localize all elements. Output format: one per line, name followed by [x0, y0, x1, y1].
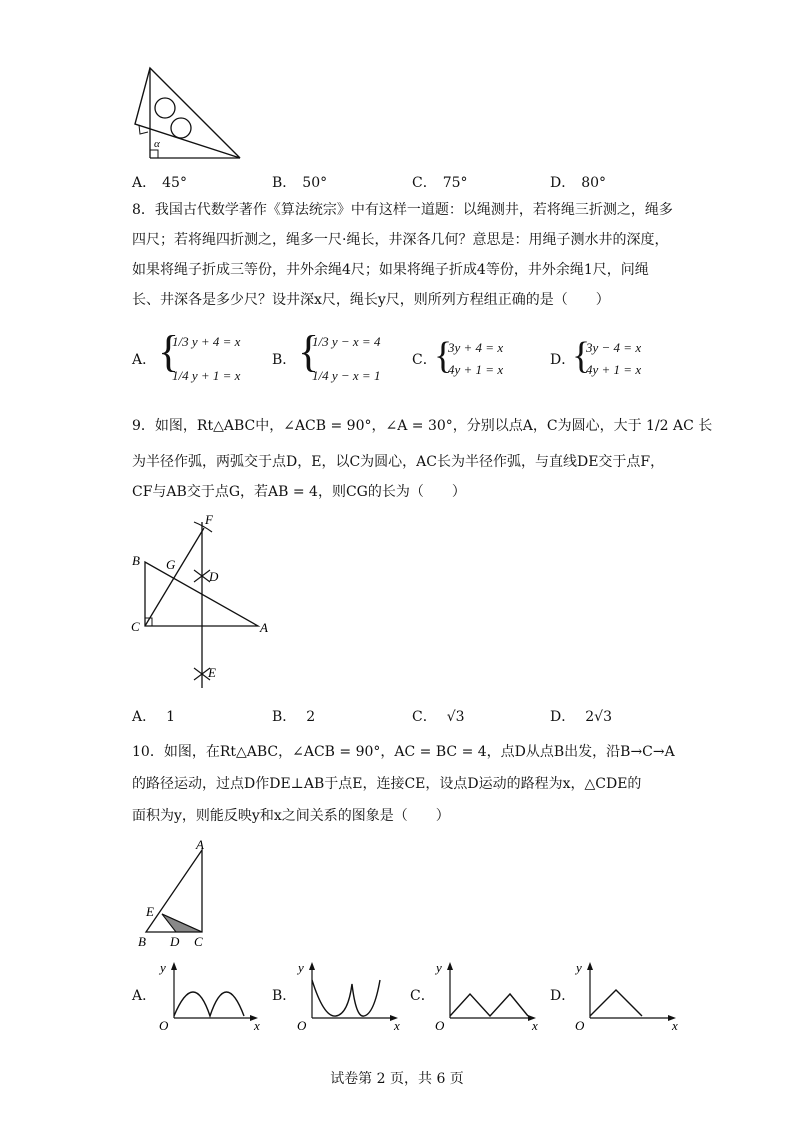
q9-stem-line-2: 为半径作弧，两弧交于点D，E，以C为圆心，AC长为半径作弧，与直线DE交于点F，: [132, 454, 665, 470]
svg-text:x: x: [672, 1018, 678, 1032]
q9-label-b: B: [132, 553, 140, 568]
q10-label-e: E: [146, 904, 154, 919]
q8-d-eq2: 4y + 1 = x: [586, 362, 642, 377]
q10-label-a: A: [196, 837, 204, 852]
q9-option-d[interactable]: D． 2√3: [550, 709, 612, 725]
q8-option-c[interactable]: C． { 3y + 4 = x 4y + 1 = x: [412, 335, 504, 377]
q10-label-c: C: [194, 934, 203, 949]
q9-stem-line-3: CF与AB交于点G，若AB = 4，则CG的长为（ ）: [132, 484, 466, 500]
q8-stem-line-2: 四尺；若将绳四折测之，绳多一尺·绳长，井深各几何？意思是：用绳子测水井的深度，: [132, 232, 669, 248]
q10-option-d[interactable]: D． y O x: [550, 958, 680, 1032]
q9-label-a: A: [260, 620, 268, 635]
q7-option-b[interactable]: B． 50°: [272, 175, 328, 191]
q8-option-a[interactable]: A． { 1/3 y + 4 = x 1/4 y + 1 = x: [132, 327, 241, 383]
q10-label-d: D: [170, 934, 180, 949]
q7-triangle-outer: [135, 68, 240, 158]
svg-text:y: y: [576, 960, 582, 975]
q9-label-c: C: [131, 619, 140, 634]
page-footer: 试卷第 2 页，共 6 页: [330, 1071, 464, 1087]
q9-label-f: F: [205, 512, 213, 527]
q8-a-eq2: 1/4 y + 1 = x: [172, 368, 241, 383]
q8-option-d[interactable]: D． { 3y − 4 = x 4y + 1 = x: [550, 335, 642, 377]
q9-label-e: E: [208, 665, 216, 680]
q9-line-cf: [145, 528, 204, 626]
q10-graph-a: [154, 958, 264, 1032]
q9-option-a[interactable]: A． 1: [132, 709, 176, 725]
q7-figure: [130, 64, 250, 164]
q8-d-eq1: 3y − 4 = x: [586, 340, 642, 355]
q10-graph-b: [294, 958, 404, 1032]
q10-option-b[interactable]: B． y O x: [272, 958, 402, 1032]
svg-text:y: y: [160, 960, 166, 975]
q8-c-eq2: 4y + 1 = x: [448, 362, 504, 377]
q8-b-eq1: 1/3 y − x = 4: [312, 334, 381, 349]
q10-option-c[interactable]: C． y O x: [410, 958, 540, 1032]
q10-stem-line-1: 10．如图，在Rt△ABC，∠ACB = 90°，AC = BC = 4，点D从点B出发，沿B→C→A: [132, 744, 675, 760]
q7-option-a[interactable]: A． 45°: [132, 175, 187, 191]
q8-a-eq1: 1/3 y + 4 = x: [172, 334, 241, 349]
brace-icon: {: [298, 327, 320, 376]
q9-label-g: G: [166, 557, 176, 572]
q9-option-b[interactable]: B． 2: [272, 709, 316, 725]
q9-figure: [128, 510, 278, 694]
brace-icon: {: [572, 335, 591, 377]
q8-stem-line-3: 如果将绳子折成三等份，井外余绳4尺；如果将绳子折成4等份，井外余绳1尺，问绳: [132, 262, 649, 278]
q8-b-eq2: 1/4 y − x = 1: [312, 368, 381, 383]
svg-text:O: O: [575, 1018, 585, 1032]
svg-text:O: O: [159, 1018, 169, 1032]
q7-right-angle-mark-2: [150, 150, 158, 158]
q10-stem-line-3: 面积为y，则能反映y和x之间关系的图象是（ ）: [132, 808, 450, 824]
q8-stem-line-1: 8．我国古代数学著作《算法统宗》中有这样一道题：以绳测井，若将绳三折测之，绳多: [132, 202, 673, 218]
svg-text:x: x: [254, 1018, 260, 1032]
svg-text:y: y: [436, 960, 442, 975]
q7-hole-1: [155, 98, 175, 118]
q8-option-b[interactable]: B． { 1/3 y − x = 4 1/4 y − x = 1: [272, 327, 381, 383]
q10-label-b: B: [138, 934, 146, 949]
q9-label-d: D: [209, 569, 219, 584]
q7-hole-2: [171, 118, 191, 138]
brace-icon: {: [158, 327, 180, 376]
brace-icon: {: [434, 335, 453, 377]
q7-option-c[interactable]: C． 75°: [412, 175, 468, 191]
svg-text:O: O: [435, 1018, 445, 1032]
q7-option-d[interactable]: D． 80°: [550, 175, 607, 191]
q10-option-a[interactable]: A． y O x: [132, 958, 262, 1032]
q10-graph-d: [572, 958, 682, 1032]
q9-option-c[interactable]: C． √3: [412, 709, 465, 725]
q10-stem-line-2: 的路径运动，过点D作DE⊥AB于点E，连接CE，设点D运动的路程为x，△CDE的: [132, 776, 642, 792]
q10-figure: [132, 836, 222, 952]
svg-text:x: x: [394, 1018, 400, 1032]
q10-graph-c: [432, 958, 542, 1032]
q9-stem-line-1: 9．如图，Rt△ABC中，∠ACB = 90°，∠A = 30°，分别以点A，C为圆心，大于 1/2 AC 长: [132, 418, 713, 434]
q8-c-eq1: 3y + 4 = x: [448, 340, 504, 355]
q8-stem-line-4: 长、井深各是多少尺？设井深x尺，绳长y尺，则所列方程组正确的是（ ）: [132, 292, 610, 308]
svg-text:x: x: [532, 1018, 538, 1032]
q7-alpha-label: α: [154, 138, 160, 150]
svg-text:y: y: [298, 960, 304, 975]
svg-text:O: O: [297, 1018, 307, 1032]
